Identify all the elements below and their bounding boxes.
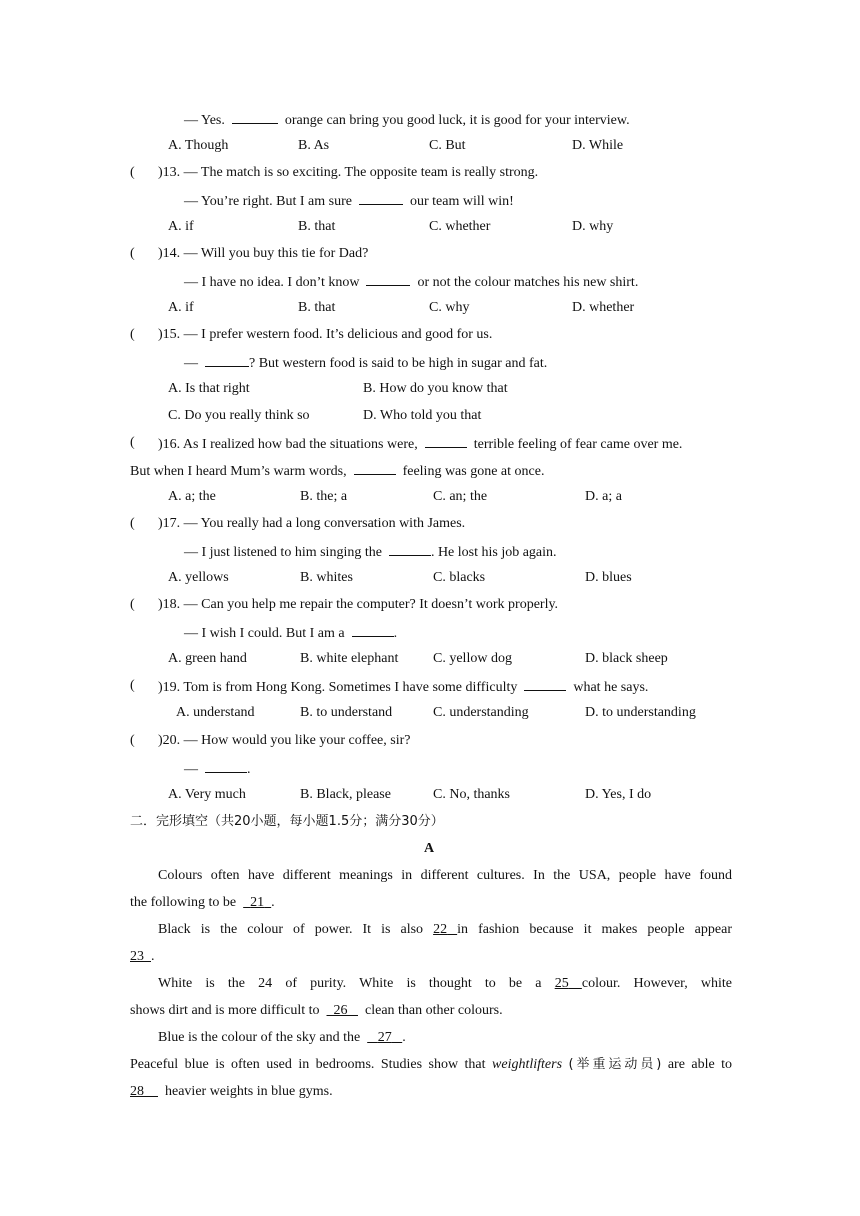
q15-answer-line: — ? But western food is said to be high in sugar and fat. [184,353,547,373]
q16-option-c: C. an; the [433,489,488,504]
q18-option-d: D. black sheep [585,651,668,666]
q19-option-c: C. understanding [433,705,529,720]
q17-question: )17. — You really had a long conversation with James. [158,516,466,531]
answer-blank [389,542,431,556]
q15-option-b: B. How do you know that [363,381,508,396]
q19-option-a: A. understand [176,705,255,720]
q18-paren: ( [130,597,135,612]
passage-p5-line1: Peaceful blue is often used in bedrooms. Studies show that weightlifters (举重运动员) are able to [130,1057,733,1072]
answer-blank [524,677,566,691]
part-label: A [424,841,435,856]
passage-p2-line2: 23 . [130,949,155,964]
passage-p4: Blue is the colour of the sky and the 27 . [158,1030,406,1045]
q20-option-a: A. Very much [168,787,246,802]
passage-p3-line1: White is the 24 of purity. White is thought to be a 25 colour. However, white [158,976,733,991]
q16-paren: ( [130,435,135,450]
q14-paren: ( [130,246,135,261]
q12-option-b: B. As [298,138,330,153]
q15-option-c: C. Do you really think so [168,408,310,423]
q12-option-c: C. But [429,138,466,153]
blank-23: 23 [130,949,144,964]
passage-p1-line2: the following to be 21 . [130,895,275,910]
q20-option-d: D. Yes, I do [585,787,652,802]
q16-option-a: A. a; the [168,489,216,504]
blank-24: 24 [258,976,273,991]
q18-question: )18. — Can you help me repair the computer? It doesn’t work properly. [158,597,559,612]
section-heading: 二．完形填空（共20小题，每小题1.5分；满分30分） [130,814,444,829]
answer-blank [205,353,249,367]
q20-answer-line: — . [184,759,251,779]
q19-paren: ( [130,678,135,693]
blank-26: 26 [333,1003,348,1018]
q13-option-a: A. if [168,219,194,234]
q19-option-d: D. to understanding [585,705,696,720]
passage-p1-line1: Colours often have different meanings in different cultures. In the USA, people have found [158,868,732,883]
q13-option-c: C. whether [429,219,491,234]
q13-answer-line: — You’re right. But I am sure our team will win! [184,191,514,211]
answer-blank [354,461,396,475]
q14-option-c: C. why [429,300,470,315]
q17-answer-line: — I just listened to him singing the . He lost his job again. [184,542,557,562]
q15-option-d: D. Who told you that [363,408,482,423]
q14-option-a: A. if [168,300,194,315]
q12-option-d: D. While [572,138,624,153]
q17-option-b: B. whites [300,570,353,585]
answer-blank [352,623,394,637]
q17-paren: ( [130,516,135,531]
q14-option-d: D. whether [572,300,635,315]
q18-option-b: B. white elephant [300,651,399,666]
q18-option-c: C. yellow dog [433,651,512,666]
q13-option-b: B. that [298,219,336,234]
q20-question: )20. — How would you like your coffee, sir? [158,733,411,748]
q12-answer-line: — Yes. orange can bring you good luck, it is good for your interview. [184,110,630,130]
q16-question-line1: )16. As I realized how bad the situations were, terrible feeling of fear came over me. [158,434,682,454]
q19-question: )19. Tom is from Hong Kong. Sometimes I have some difficulty what he says. [158,677,648,697]
q16-option-b: B. the; a [300,489,348,504]
q20-paren: ( [130,733,135,748]
q14-answer-line: — I have no idea. I don’t know or not the colour matches his new shirt. [184,272,638,292]
q18-option-a: A. green hand [168,651,247,666]
q17-option-d: D. blues [585,570,632,585]
q18-answer-line: — I wish I could. But I am a . [184,623,397,643]
passage-p3-line2: shows dirt and is more difficult to 26 clean than other colours. [130,1003,503,1018]
q16-question-line2: But when I heard Mum’s warm words, feeling was gone at once. [130,461,544,481]
q19-option-b: B. to understand [300,705,393,720]
q15-question: )15. — I prefer western food. It’s delicious and good for us. [158,327,493,342]
q17-option-a: A. yellows [168,570,229,585]
q17-option-c: C. blacks [433,570,486,585]
q20-option-c: C. No, thanks [433,787,510,802]
q15-option-a: A. Is that right [168,381,250,396]
blank-25: 25 [554,976,569,991]
blank-21: 21 [250,895,265,910]
q13-option-d: D. why [572,219,614,234]
passage-p5-line2: 28 heavier weights in blue gyms. [130,1084,333,1099]
q14-question: )14. — Will you buy this tie for Dad? [158,246,369,261]
blank-22: 22 [433,922,448,937]
q13-paren: ( [130,165,135,180]
q15-paren: ( [130,327,135,342]
passage-p2-line1: Black is the colour of power. It is also 22 in fashion because it makes people appear [158,922,732,937]
q14-option-b: B. that [298,300,336,315]
blank-28: 28 [130,1084,144,1099]
answer-blank [359,191,403,205]
q13-question: )13. — The match is so exciting. The opposite team is really strong. [158,165,539,180]
q12-option-a: A. Though [168,138,229,153]
answer-blank [366,272,410,286]
q20-option-b: B. Black, please [300,787,391,802]
answer-blank [232,110,278,124]
blank-27: 27 [377,1030,392,1045]
answer-blank [425,434,467,448]
answer-blank [205,759,247,773]
q16-option-d: D. a; a [585,489,622,504]
